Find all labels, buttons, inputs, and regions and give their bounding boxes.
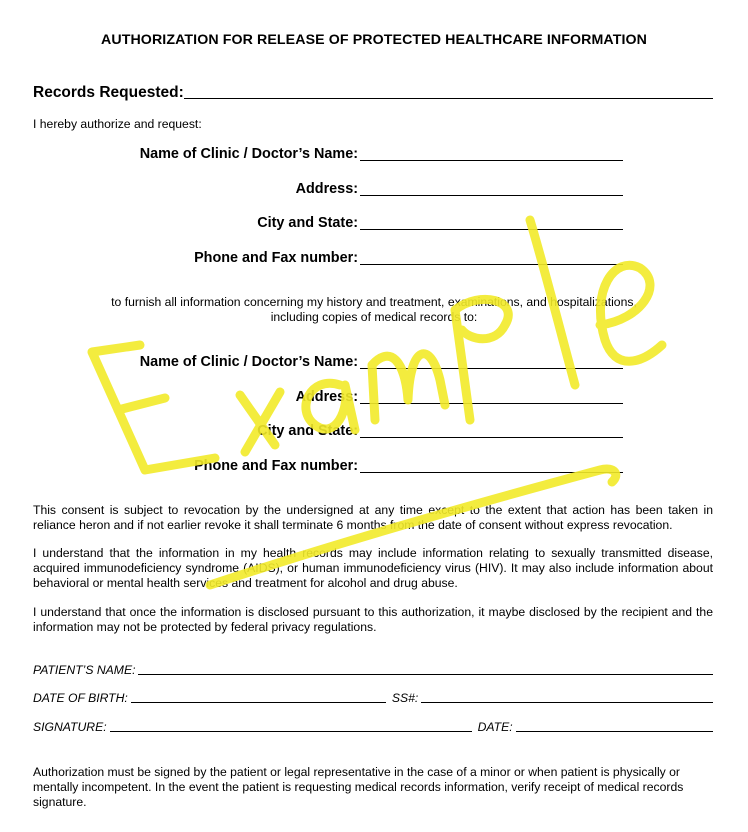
to-clinic-field[interactable] bbox=[360, 368, 623, 369]
date-label: DATE: bbox=[477, 720, 513, 734]
to-phone-fax-row bbox=[0, 456, 748, 476]
to-clinic-label: Name of Clinic / Doctor’s Name: bbox=[139, 354, 358, 370]
to-address-row bbox=[0, 387, 748, 407]
records-requested-label: Records Requested: bbox=[33, 84, 184, 101]
furnish-text-line-2: including copies of medical records to: bbox=[270, 309, 478, 324]
authorize-text: I hereby authorize and request: bbox=[33, 117, 202, 131]
from-address-row bbox=[0, 179, 748, 199]
ss-field[interactable] bbox=[421, 702, 713, 703]
furnish-text bbox=[0, 295, 748, 324]
to-address-field[interactable] bbox=[360, 403, 623, 404]
to-clinic-row bbox=[0, 352, 748, 372]
dob-label: DATE OF BIRTH: bbox=[33, 691, 128, 705]
understand-paragraph-1: I understand that the information in my health records may include information relating to sexually transmitted disease, acquired immunodeficiency syndrome (AIDS), or human immunodeficiency virus (HIV). It may also include information about behavioral or mental health services and treatment for alcohol and drug abuse. bbox=[33, 546, 713, 591]
from-phone-fax-row bbox=[0, 248, 748, 268]
records-requested-field[interactable] bbox=[184, 98, 713, 99]
signature-field[interactable] bbox=[110, 731, 472, 732]
from-address-field[interactable] bbox=[360, 195, 623, 196]
from-phone-fax-field[interactable] bbox=[360, 264, 623, 265]
from-city-state-row bbox=[0, 213, 748, 233]
to-phone-fax-label: Phone and Fax number: bbox=[194, 458, 358, 474]
ss-label: SS#: bbox=[391, 691, 419, 705]
date-field[interactable] bbox=[516, 731, 713, 732]
from-phone-fax-label: Phone and Fax number: bbox=[194, 250, 358, 266]
document-title: AUTHORIZATION FOR RELEASE OF PROTECTED HEALTHCARE INFORMATION bbox=[101, 32, 647, 48]
from-city-state-label: City and State: bbox=[257, 215, 358, 231]
footer-paragraph: Authorization must be signed by the patient or legal representative in the case of a minor or when patient is physically or mentally incompetent. In the event the patient is requesting medical records information, verify receipt of medical records signature. bbox=[33, 765, 684, 810]
consent-paragraph: This consent is subject to revocation by the undersigned at any time except to the extent that action has been taken in reliance heron and if not earlier revoke it shall terminate 6 months from the date of consent without express revocation. bbox=[33, 503, 713, 533]
patient-name-row bbox=[33, 663, 713, 677]
from-clinic-row bbox=[0, 144, 748, 164]
to-address-label: Address: bbox=[295, 389, 358, 405]
to-city-state-label: City and State: bbox=[257, 423, 358, 439]
from-city-state-field[interactable] bbox=[360, 229, 623, 230]
signature-label: SIGNATURE: bbox=[33, 720, 107, 734]
records-requested-row bbox=[33, 84, 713, 102]
from-clinic-label: Name of Clinic / Doctor’s Name: bbox=[139, 146, 358, 162]
from-address-label: Address: bbox=[295, 181, 358, 197]
to-phone-fax-field[interactable] bbox=[360, 472, 623, 473]
patient-name-field[interactable] bbox=[138, 674, 713, 675]
to-city-state-field[interactable] bbox=[360, 437, 623, 438]
to-city-state-row bbox=[0, 421, 748, 441]
dob-field[interactable] bbox=[131, 702, 386, 703]
furnish-text-line-1: to furnish all information concerning my history and treatment, examinations, and hospitalizations, bbox=[111, 295, 637, 309]
patient-name-label: PATIENT’S NAME: bbox=[33, 663, 136, 677]
understand-paragraph-2: I understand that once the information is disclosed pursuant to this authorization, it maybe disclosed by the recipient and the information may not be protected by federal privacy regulations. bbox=[33, 605, 713, 635]
from-clinic-field[interactable] bbox=[360, 160, 623, 161]
dob-ss-row bbox=[33, 691, 713, 705]
signature-date-row bbox=[33, 720, 713, 734]
